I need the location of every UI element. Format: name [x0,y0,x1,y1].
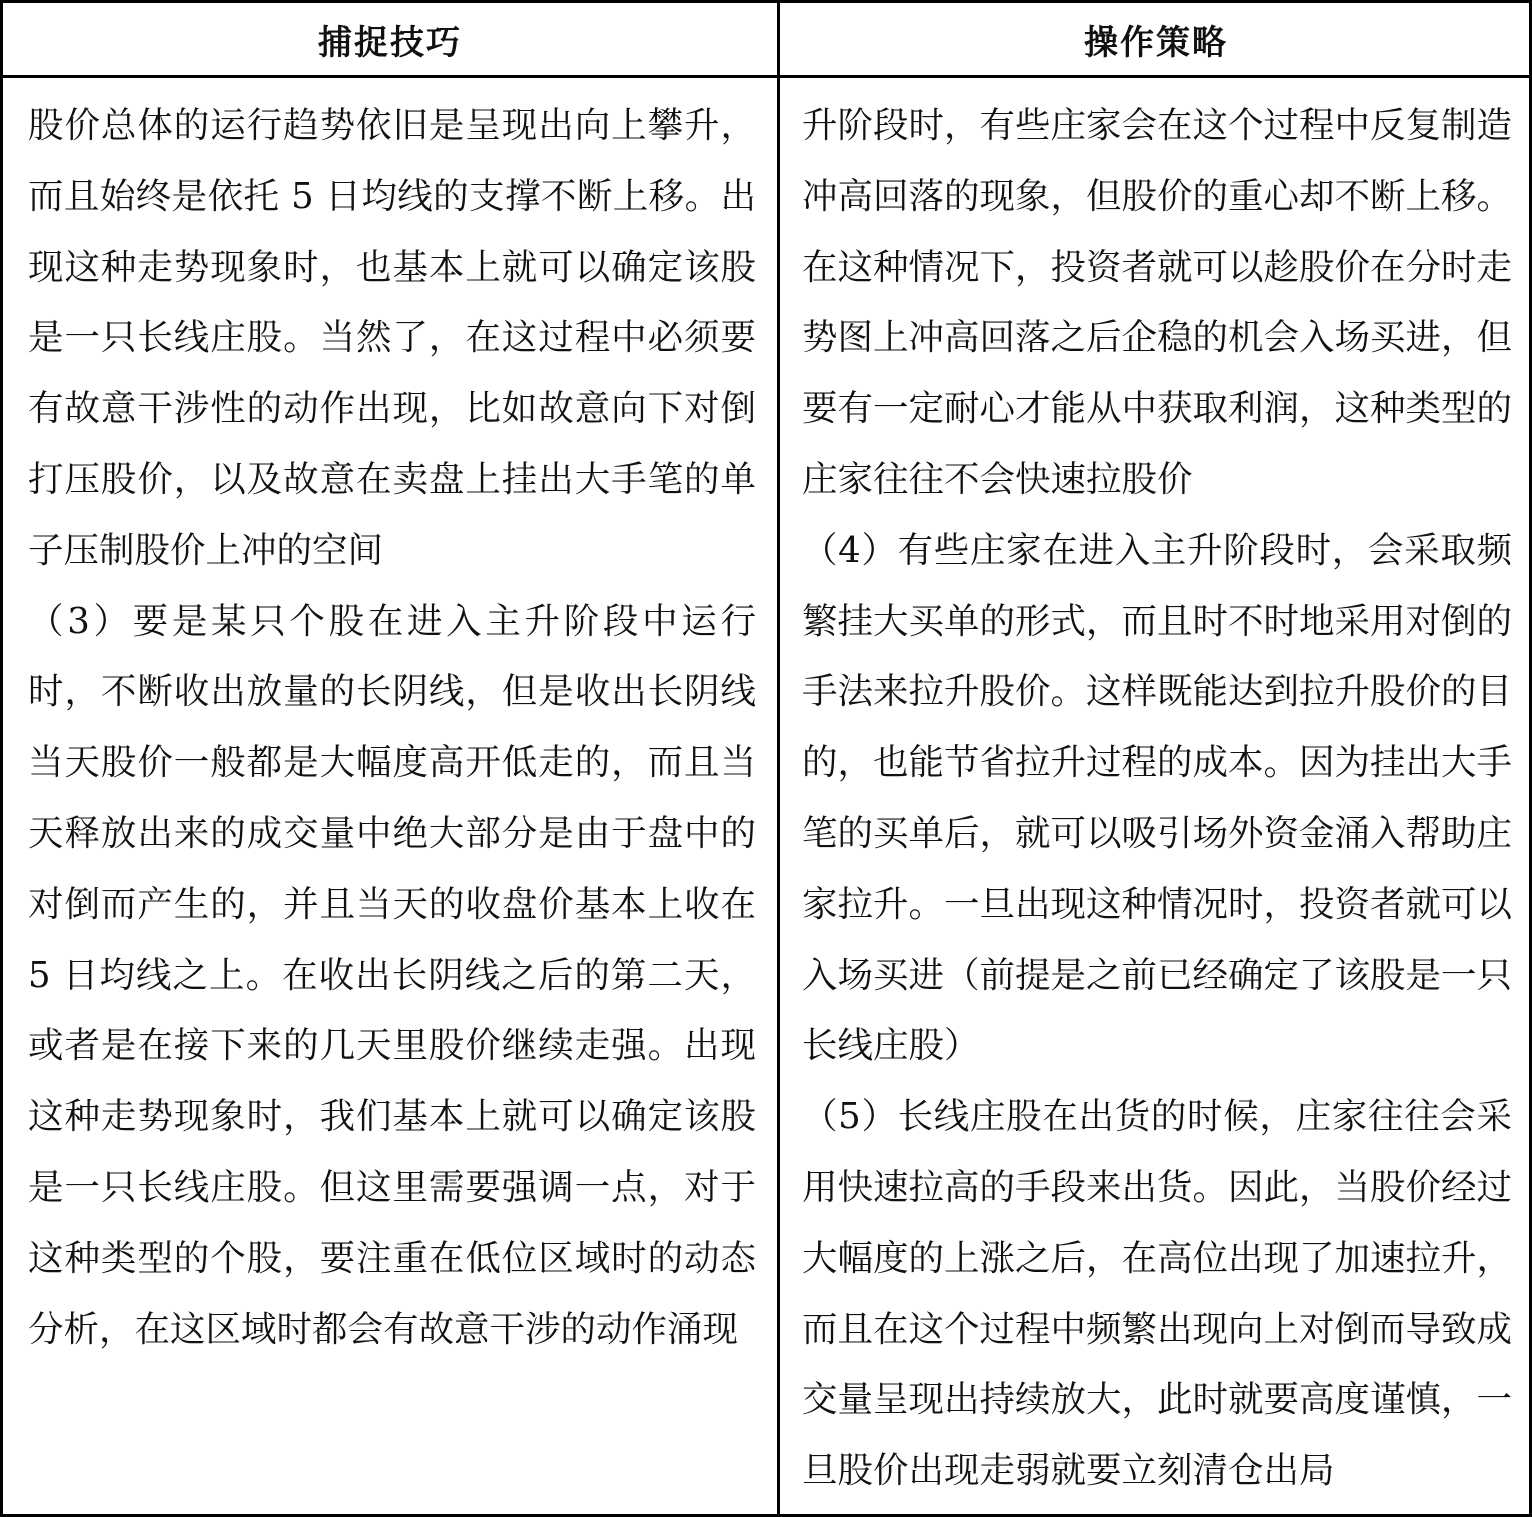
right-column-cell [802,91,1512,1507]
column-divider [777,3,780,1514]
header-capture-technique: 捕捉技巧 [318,22,462,63]
right-paragraph-2: （4）有些庄家在进入主升阶段时，会采取频繁挂大买单的形式，而且时不时地采用对倒的手法来拉升股价。这样既能达到拉升股价的目的，也能节省拉升过程的成本。因为挂出大手笔的买单后，就可以吸引场外资金涌入帮助庄家拉升。一旦出现这种情况时，投资者就可以入场买进（前提是之前已经确定了该股是一只长线庄股） [802,529,1513,1067]
left-paragraph-2: （3）要是某只个股在进入主升阶段中运行时，不断收出放量的长阴线，但是收出长阴线当天股价一般都是大幅度高开低走的，而且当天释放出来的成交量中绝大部分是由于盘中的对倒而产生的，并且当天的收盘价基本上收在 5 日均线之上。在收出长阴线之后的第二天，或者是在接下来的几天里股价继续走强。出现这种走势现象时，我们基本上就可以确定该股是一只长线庄股。但这里需要强调一点，对于这种类型的个股，要注重在低位区域时的动态分析，在这区域时都会有故意干涉的动作涌现 [28,600,756,1350]
right-paragraph-3: （5）长线庄股在出货的时候，庄家往往会采用快速拉高的手段来出货。因此，当股价经过大幅度的上涨之后，在高位出现了加速拉升，而且在这个过程中频繁出现向上对倒而导致成交量呈现出持续放大，此时就要高度谨慎，一旦股价出现走弱就要立刻清仓出局 [802,1096,1513,1492]
right-paragraph-1: 升阶段时，有些庄家会在这个过程中反复制造冲高回落的现象，但股价的重心却不断上移。在这种情况下，投资者就可以趁股价在分时走势图上冲高回落之后企稳的机会入场买进，但要有一定耐心才能从中获取利润，这种类型的庄家往往不会快速拉股价 [802,105,1513,500]
header-operation-strategy: 操作策略 [1084,22,1228,63]
left-column-cell [28,91,756,1365]
left-paragraph-1: 股价总体的运行趋势依旧是呈现出向上攀升，而且始终是依托 5 日均线的支撑不断上移。出现这种走势现象时，也基本上就可以确定该股是一只长线庄股。当然了，在这过程中必须要有故意干涉性的动作出现，比如故意向下对倒打压股价，以及故意在卖盘上挂出大手笔的单子压制股价上冲的空间 [28,105,756,571]
header-divider [3,75,1529,78]
